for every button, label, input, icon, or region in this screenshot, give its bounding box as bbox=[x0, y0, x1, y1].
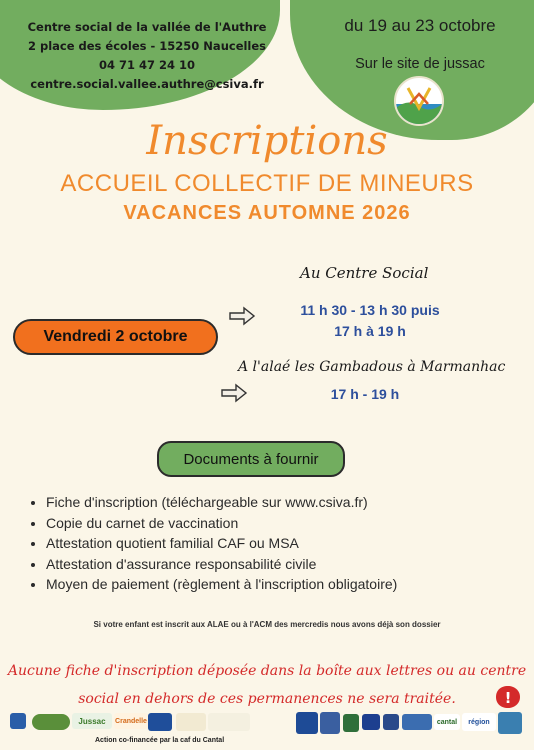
contact-phone: 04 71 47 24 10 bbox=[98, 58, 196, 72]
partner-logo-script-icon bbox=[176, 713, 206, 731]
list-item: • Attestation d'assurance responsabilité civile bbox=[46, 554, 397, 575]
warning-text: Aucune fiche d'inscription déposée dans la boîte aux lettres ou au centre social en dehors de ces permanences ne sera traitée. bbox=[7, 663, 527, 707]
partner-logo-dept-icon bbox=[383, 714, 399, 730]
list-item: • Copie du carnet de vaccination bbox=[46, 513, 397, 534]
event-dates: du 19 au 23 octobre bbox=[344, 16, 496, 35]
list-item: • Attestation quotient familial CAF ou MSA bbox=[46, 533, 397, 554]
warning-icon bbox=[495, 685, 521, 709]
contact-email[interactable]: centre.social.vallee.authre@csiva.fr bbox=[30, 77, 264, 91]
subtitle-vacances: VACANCES AUTOMNE 2026 bbox=[123, 202, 411, 224]
documents-list bbox=[28, 492, 397, 595]
list-item: • Fiche d'inscription (téléchargeable sur www.csiva.fr) bbox=[46, 492, 397, 513]
partner-region-label: région bbox=[468, 718, 490, 726]
partner-logo-caf-icon bbox=[10, 713, 26, 729]
location-alae: A l'alaé les Gambadous à Marmanhac bbox=[238, 359, 506, 375]
contact-block bbox=[22, 18, 272, 94]
hours-centre-social-2: 17 h à 19 h bbox=[334, 323, 406, 339]
location-centre-social: Au Centre Social bbox=[300, 264, 429, 282]
partner-logo-cantal bbox=[434, 714, 460, 730]
contact-name: Centre social de la vallée de l'Authre bbox=[27, 20, 267, 34]
partner-logo-msa-icon bbox=[343, 714, 359, 732]
registration-day-label: Vendredi 2 octobre bbox=[43, 328, 188, 345]
documents-heading-badge bbox=[157, 441, 345, 477]
partner-logo-commune-2-icon bbox=[208, 713, 250, 731]
partner-crandelle-label: Crandelle bbox=[115, 717, 147, 725]
arrow-right-icon bbox=[228, 305, 256, 327]
partner-logo-n-icon bbox=[148, 713, 172, 731]
partner-cantal-label: cantal bbox=[436, 718, 458, 726]
partner-logo-state-icon bbox=[296, 712, 318, 734]
arrow-right-icon-2 bbox=[220, 382, 248, 404]
partner-logo-eu-icon bbox=[362, 714, 380, 730]
partner-logo-crandelle bbox=[114, 713, 148, 729]
documents-heading-label: Documents à fournir bbox=[183, 450, 319, 468]
main-title: Inscriptions bbox=[146, 118, 388, 164]
registration-day-badge bbox=[13, 319, 218, 355]
event-site: Sur le site de jussac bbox=[355, 56, 485, 72]
warning-icon-glyph: ! bbox=[504, 689, 512, 707]
partner-logo-region bbox=[462, 713, 496, 731]
partner-logo-last-icon bbox=[498, 712, 522, 734]
partner-logo-commune-icon bbox=[32, 714, 70, 730]
partner-logo-prefecture-icon bbox=[320, 712, 340, 734]
subtitle-accueil: ACCUEIL COLLECTIF DE MINEURS bbox=[60, 170, 474, 197]
contact-address: 2 place des écoles - 15250 Naucelles bbox=[27, 39, 267, 53]
partner-logo-jussac bbox=[72, 713, 112, 729]
partner-logo-ministry-icon bbox=[402, 714, 432, 730]
partner-jussac-label: Jussac bbox=[78, 716, 106, 726]
hours-alae: 17 h - 19 h bbox=[330, 386, 400, 402]
list-item: • Moyen de paiement (règlement à l'inscription obligatoire) bbox=[46, 574, 397, 595]
cofunding-note: Action co-financée par la caf du Cantal bbox=[95, 737, 225, 744]
hours-centre-social-1: 11 h 30 - 13 h 30 puis bbox=[300, 302, 440, 318]
existing-file-note: Si votre enfant est inscrit aux ALAE ou à l'ACM des mercredis nous avons déjà son dossier bbox=[93, 620, 441, 629]
